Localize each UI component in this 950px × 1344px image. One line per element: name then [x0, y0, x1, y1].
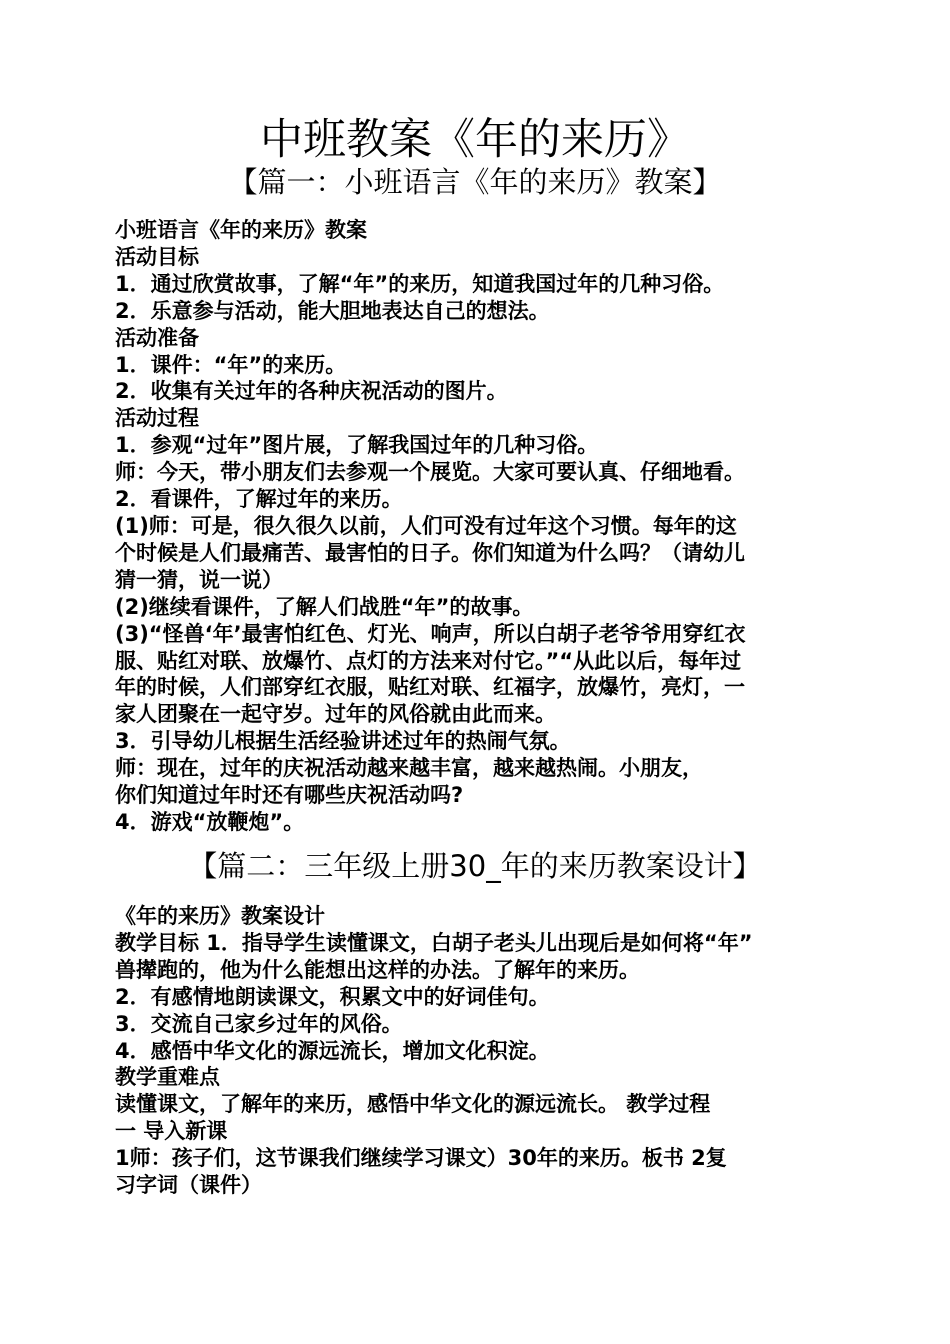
- text-line: 小班语言《年的来历》教案: [115, 218, 367, 242]
- text-line: 1．参观“过年”图片展，了解我国过年的几种习俗。: [115, 433, 599, 458]
- text-line: 活动过程: [115, 406, 199, 431]
- section-body-2: [115, 903, 840, 1199]
- text-line: 习字词（课件）: [115, 1173, 262, 1198]
- text-line: 一 导入新课: [115, 1119, 228, 1144]
- text-line: 猜一猜，说一说）: [115, 567, 283, 592]
- text-line: 2．乐意参与活动，能大胆地表达自己的想法。: [115, 298, 550, 323]
- text-line: 4．游戏“放鞭炮”。: [115, 809, 305, 834]
- document-title: 中班教案《年的来历》: [260, 115, 690, 165]
- text-line: 4．感悟中华文化的源远流长，增加文化积淀。: [115, 1038, 550, 1063]
- text-line: 《年的来历》教案设计: [115, 904, 325, 928]
- text-line: 1师：孩子们，这节课我们继续学习课文）30年的来历。板书 2复: [115, 1146, 727, 1171]
- text-line: 1．通过欣赏故事，了解“年”的来历，知道我国过年的几种习俗。: [115, 271, 725, 296]
- text-line: 师：现在，过年的庆祝活动越来越丰富，越来越热闹。小朋友，: [115, 756, 703, 781]
- text-line: (3)“怪兽‘年’最害怕红色、灯光、响声，所以白胡子老爷爷用穿红衣: [115, 621, 746, 646]
- section-body-1: [115, 217, 840, 836]
- text-line: 2．有感情地朗读课文，积累文中的好词佳句。: [115, 984, 550, 1009]
- text-line: 师：今天，带小朋友们去参观一个展览。大家可要认真、仔细地看。: [115, 460, 745, 485]
- text-line: 教学目标 1．指导学生读懂课文，白胡子老头儿出现后是如何将“年”: [115, 930, 753, 955]
- text-line: 服、贴红对联、放爆竹、点灯的方法来对付它。”“从此以后，每年过: [115, 648, 742, 673]
- text-line: 活动准备: [115, 325, 199, 350]
- text-line: 3．引导幼儿根据生活经验讲述过年的热闹气氛。: [115, 729, 571, 754]
- text-line: (1)师：可是，很久很久以前，人们可没有过年这个习惯。每年的这: [115, 513, 737, 538]
- text-line: 2．看课件，了解过年的来历。: [115, 487, 403, 512]
- text-line: 家人团聚在一起守岁。过年的风俗就由此而来。: [115, 702, 556, 727]
- text-line: 个时候是人们最痛苦、最害怕的日子。你们知道为什么吗？（请幼儿: [115, 540, 745, 565]
- text-line: 年的时候，人们部穿红衣服，贴红对联、红福字，放爆竹，亮灯，一: [115, 675, 745, 700]
- text-line: 2．收集有关过年的各种庆祝活动的图片。: [115, 379, 508, 404]
- section-heading-1: 【篇一：小班语言《年的来历》教案】: [228, 165, 722, 199]
- text-line: 1．课件：“年”的来历。: [115, 352, 347, 377]
- text-line: 活动目标: [115, 244, 199, 269]
- text-line: 你们知道过年时还有哪些庆祝活动吗?: [115, 783, 464, 808]
- text-line: 3．交流自己家乡过年的风俗。: [115, 1011, 403, 1036]
- text-line: (2)继续看课件，了解人们战胜“年”的故事。: [115, 594, 534, 619]
- section-heading-2: 【篇二：三年级上册30_年的来历教案设计】: [188, 849, 762, 883]
- text-line: 教学重难点: [115, 1065, 220, 1090]
- text-line: 兽撵跑的，他为什么能想出这样的办法。了解年的来历。: [115, 957, 640, 982]
- text-line: 读懂课文，了解年的来历，感悟中华文化的源远流长。 教学过程: [115, 1092, 711, 1117]
